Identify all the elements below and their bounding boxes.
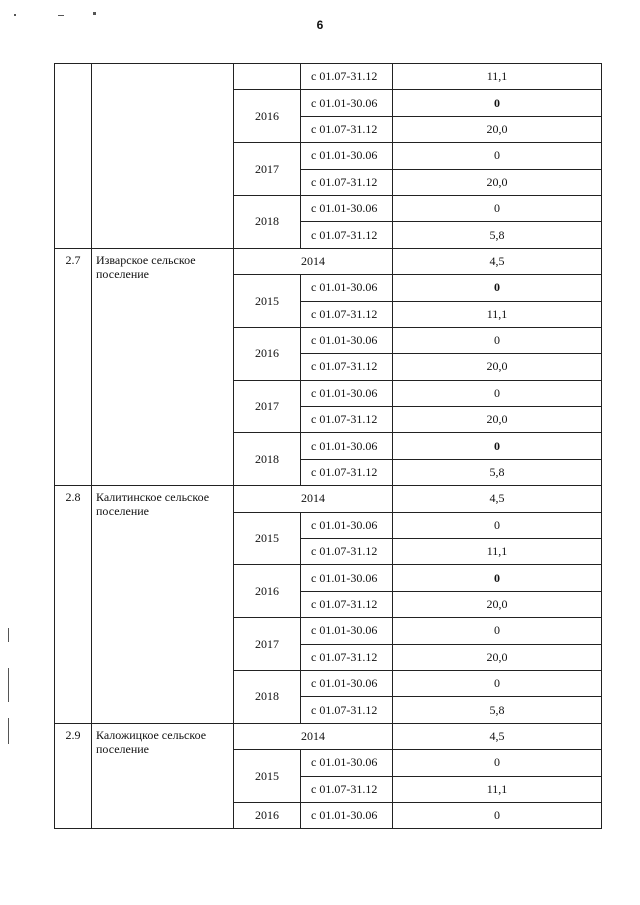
table-row [55, 64, 602, 90]
period-cell: с 01.07-31.12 [301, 301, 393, 327]
scan-mark [93, 12, 96, 15]
base-year-cell: 2014 [234, 486, 393, 512]
period-cell: с 01.01-30.06 [301, 750, 393, 776]
value-cell: 20,0 [393, 116, 602, 142]
settlement-row [55, 486, 602, 512]
period-cell: с 01.01-30.06 [301, 143, 393, 169]
value-cell: 0 [393, 565, 602, 591]
value-cell: 5,8 [393, 459, 602, 485]
value-cell: 20,0 [393, 169, 602, 195]
period-cell: с 01.01-30.06 [301, 512, 393, 538]
period-cell: с 01.01-30.06 [301, 802, 393, 828]
period-cell: с 01.07-31.12 [301, 222, 393, 248]
settlement-name-cell: Каложицкое сельское поселение [92, 723, 234, 829]
year-cell: 2015 [234, 512, 301, 565]
period-cell: с 01.01-30.06 [301, 327, 393, 353]
settlement-name-cell: Изварское сельское поселение [92, 248, 234, 486]
period-cell: с 01.01-30.06 [301, 565, 393, 591]
scan-mark [8, 628, 9, 642]
value-cell: 0 [393, 802, 602, 828]
value-cell: 11,1 [393, 301, 602, 327]
row-number-cell: 2.7 [55, 248, 92, 486]
value-cell: 4,5 [393, 486, 602, 512]
value-cell: 0 [393, 618, 602, 644]
period-cell: с 01.01-30.06 [301, 195, 393, 221]
settlement-name-cell: Калитинское сельское поселение [92, 486, 234, 724]
year-cell: 2015 [234, 750, 301, 803]
period-cell: с 01.07-31.12 [301, 459, 393, 485]
row-number-cell: 2.8 [55, 486, 92, 724]
value-cell: 4,5 [393, 248, 602, 274]
period-cell: с 01.07-31.12 [301, 776, 393, 802]
value-cell: 11,1 [393, 539, 602, 565]
period-cell: с 01.07-31.12 [301, 407, 393, 433]
value-cell: 11,1 [393, 64, 602, 90]
value-cell: 5,8 [393, 222, 602, 248]
value-cell: 20,0 [393, 354, 602, 380]
period-cell: с 01.01-30.06 [301, 618, 393, 644]
period-cell: с 01.07-31.12 [301, 697, 393, 723]
settlement-name-cell [92, 64, 234, 249]
period-cell: с 01.01-30.06 [301, 670, 393, 696]
year-cell: 2017 [234, 618, 301, 671]
year-cell: 2016 [234, 802, 301, 828]
value-cell: 0 [393, 750, 602, 776]
value-cell: 0 [393, 433, 602, 459]
period-cell: с 01.01-30.06 [301, 275, 393, 301]
value-cell: 0 [393, 195, 602, 221]
value-cell: 5,8 [393, 697, 602, 723]
value-cell: 20,0 [393, 407, 602, 433]
value-cell: 0 [393, 143, 602, 169]
year-cell: 2015 [234, 275, 301, 328]
period-cell: с 01.07-31.12 [301, 116, 393, 142]
scan-mark [8, 668, 9, 702]
period-cell: с 01.07-31.12 [301, 354, 393, 380]
period-cell: с 01.07-31.12 [301, 591, 393, 617]
period-cell: с 01.07-31.12 [301, 539, 393, 565]
year-cell: 2017 [234, 380, 301, 433]
year-cell: 2018 [234, 195, 301, 248]
value-cell: 0 [393, 90, 602, 116]
value-cell: 0 [393, 275, 602, 301]
year-cell: 2017 [234, 143, 301, 196]
value-cell: 20,0 [393, 644, 602, 670]
year-cell: 2016 [234, 565, 301, 618]
base-year-cell: 2014 [234, 248, 393, 274]
scan-mark [14, 14, 16, 16]
value-cell: 0 [393, 380, 602, 406]
row-number-cell: 2.9 [55, 723, 92, 829]
year-cell: 2018 [234, 433, 301, 486]
year-cell: 2018 [234, 670, 301, 723]
rates-table [54, 63, 602, 829]
settlement-row [55, 248, 602, 274]
row-number-cell [55, 64, 92, 249]
period-cell: с 01.07-31.12 [301, 644, 393, 670]
year-cell [234, 64, 301, 90]
value-cell: 0 [393, 512, 602, 538]
year-cell: 2016 [234, 90, 301, 143]
value-cell: 20,0 [393, 591, 602, 617]
period-cell: с 01.07-31.12 [301, 64, 393, 90]
settlement-row [55, 723, 602, 749]
rates-table-body [55, 64, 602, 829]
value-cell: 0 [393, 327, 602, 353]
period-cell: с 01.07-31.12 [301, 169, 393, 195]
year-cell: 2016 [234, 327, 301, 380]
value-cell: 11,1 [393, 776, 602, 802]
scan-mark [58, 15, 64, 16]
page-number: 6 [316, 18, 324, 32]
value-cell: 4,5 [393, 723, 602, 749]
period-cell: с 01.01-30.06 [301, 433, 393, 459]
period-cell: с 01.01-30.06 [301, 380, 393, 406]
period-cell: с 01.01-30.06 [301, 90, 393, 116]
value-cell: 0 [393, 670, 602, 696]
base-year-cell: 2014 [234, 723, 393, 749]
scan-mark [8, 718, 9, 744]
